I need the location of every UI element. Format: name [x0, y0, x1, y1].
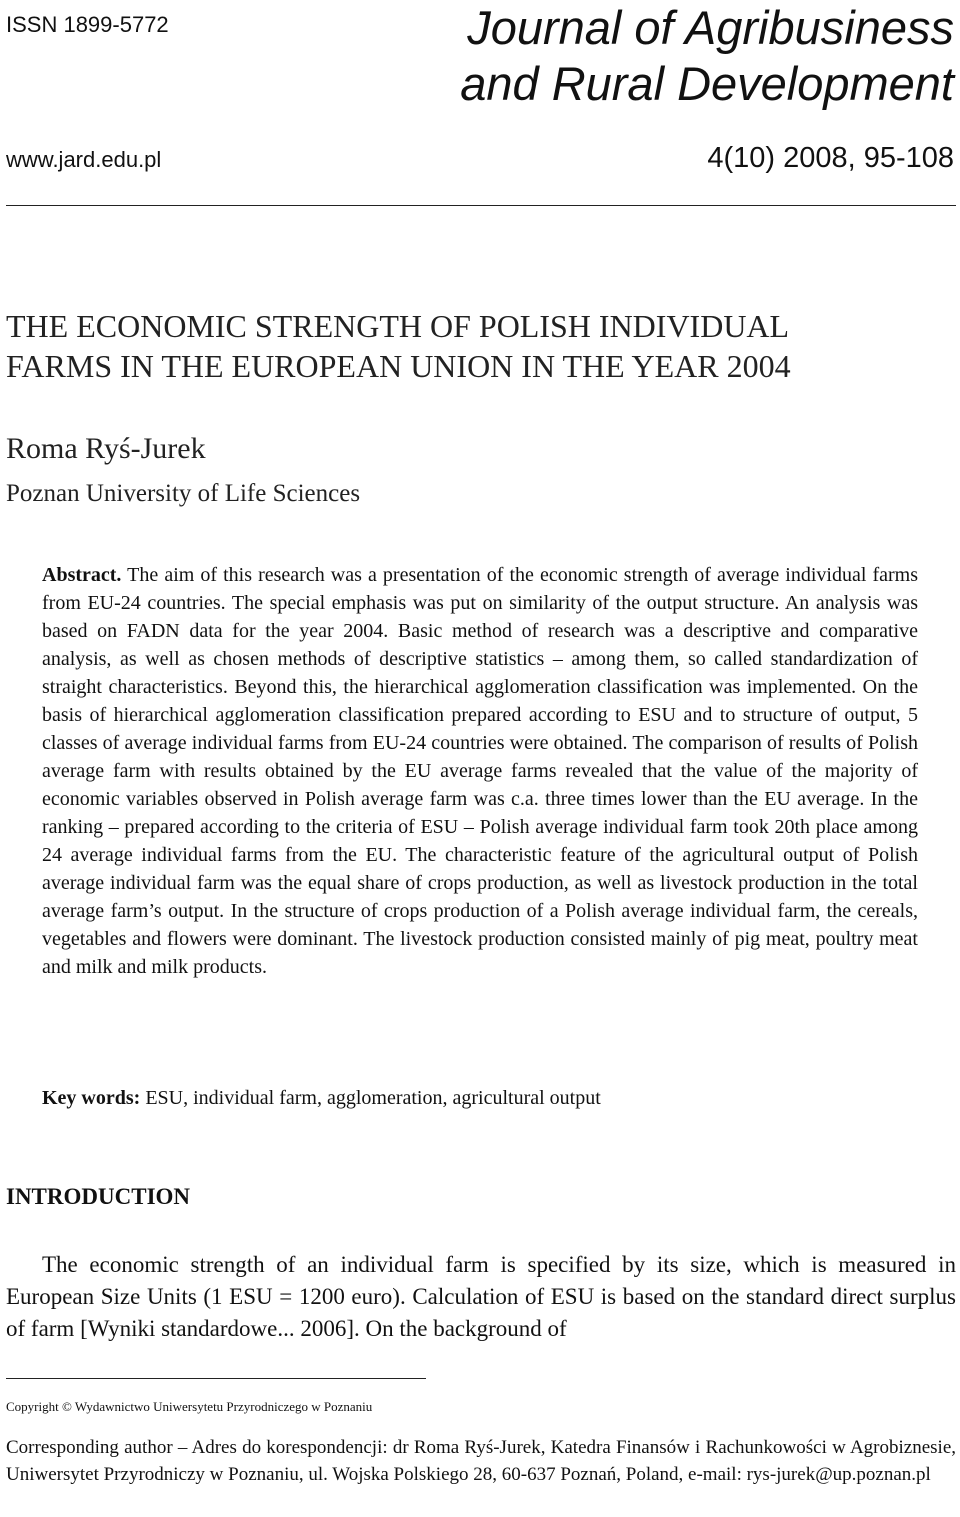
author-affiliation: Poznan University of Life Sciences: [6, 480, 361, 507]
keywords-label: Key words:: [42, 1087, 141, 1109]
author-name: Roma Ryś-Jurek: [6, 432, 206, 465]
abstract-label: Abstract.: [42, 564, 122, 586]
paper-title-line-2: FARMS IN THE EUROPEAN UNION IN THE YEAR 2004: [6, 348, 791, 384]
journal-title-line-1: Journal of Agribusiness: [467, 1, 954, 54]
keywords-text: ESU, individual farm, agglomeration, agricultural output: [145, 1087, 601, 1109]
issue-info: 4(10) 2008, 95-108: [707, 142, 954, 174]
header-divider: [6, 205, 956, 206]
journal-title: [460, 0, 954, 112]
introduction-paragraph: [6, 1249, 956, 1345]
footnote-divider: [6, 1378, 426, 1379]
journal-title-line-2: and Rural Development: [460, 57, 954, 110]
abstract: [42, 561, 918, 981]
abstract-text: The aim of this research was a presentation of the economic strength of average individual farms from EU-24 countries. The special emphasis was put on similarity of the output structure. An analysis was based on FADN data for the year 2004. Basic method of research was a descriptive and comparative analysis, as well as chosen methods of descriptive statistics – among them, so called standardization of straight characteristics. Beyond this, the hierarchical agglomeration classification was implemented. On the basis of hierarchical agglomeration classification prepared according to ESU and to structure of output, 5 classes of average individual farms from EU-24 countries were obtained. The comparison of results of Polish average farm with results obtained by the EU average farms revealed that the value of the majority of economic variables observed in Polish average farm was c.a. three times lower than the EU average. In the ranking – prepared according to the criteria of ESU – Polish average individual farm took 20th place among 24 average individual farms from the EU. The characteristic feature of the agricultural output of Polish average individual farm was the equal share of crops production, as well as livestock production in the total average farm’s output. In the structure of crops production of a Polish average individual farm, the cereals, vegetables and flowers were dominant. The livestock production consisted mainly of pig meat, poultry meat and milk and milk products.: [42, 564, 919, 978]
copyright-notice: Copyright © Wydawnictwo Uniwersytetu Przyrodniczego w Poznaniu: [6, 1399, 373, 1414]
issn-number: ISSN 1899-5772: [6, 12, 169, 37]
introduction-heading: INTRODUCTION: [6, 1184, 191, 1209]
keywords: [42, 1084, 918, 1112]
introduction-text: The economic strength of an individual farm is specified by its size, which is measured in European Size Units (1 ESU = 1200 euro). Calculation of ESU is based on the standard direct surplus of farm [Wyniki standardowe... 2006]. On the background of: [6, 1252, 956, 1341]
corresponding-author-note: Corresponding author – Adres do korespondencji: dr Roma Ryś-Jurek, Katedra Finansów i Rachunkowości w Agrobiznesie, Uniwersytet Przyrodniczy w Poznaniu, ul. Wojska Polskiego 28, 60-637 Poznań, Poland, e-mail: rys-jurek@up.poznan.pl: [6, 1437, 956, 1485]
paper-title-line-1: THE ECONOMIC STRENGTH OF POLISH INDIVIDUAL: [6, 308, 790, 344]
paper-title: [6, 306, 946, 386]
journal-website: www.jard.edu.pl: [6, 147, 162, 172]
